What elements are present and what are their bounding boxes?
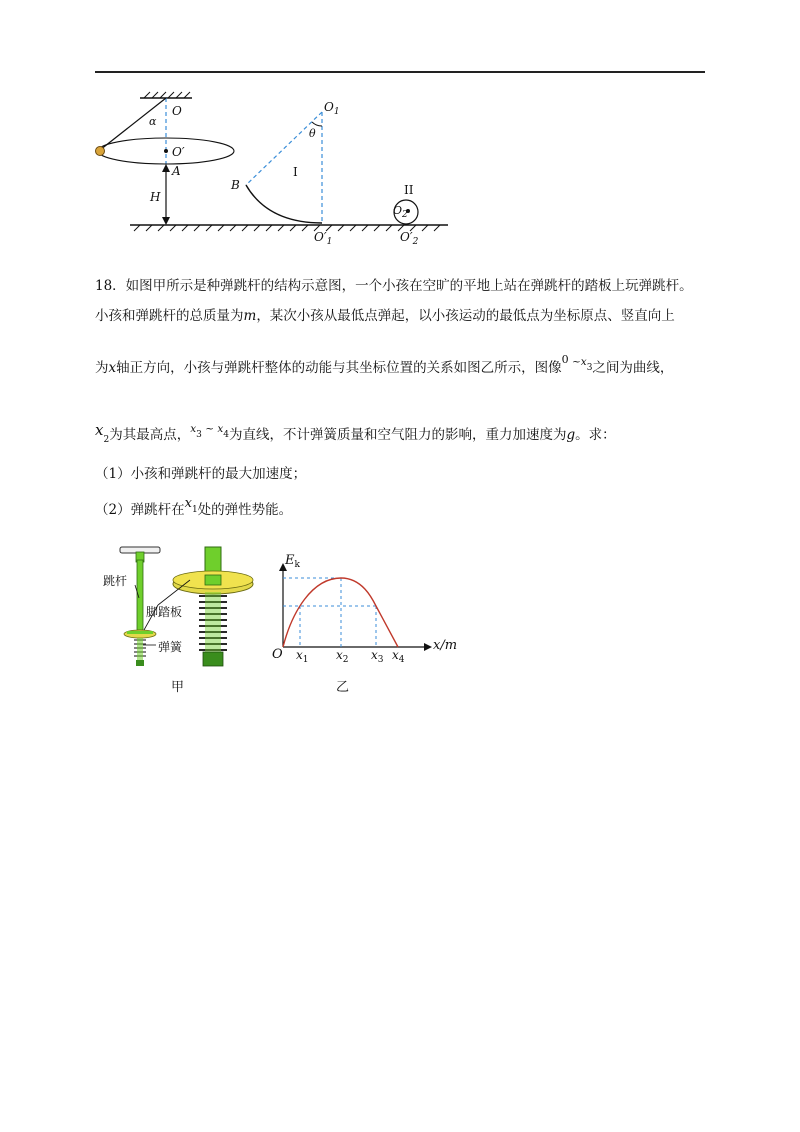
label-region-I: I — [293, 165, 298, 179]
caption-jia: 甲 — [171, 680, 185, 695]
x-axis-label: x/m — [433, 638, 458, 653]
label-region-II: II — [404, 183, 414, 197]
sub-question-1: （1）小孩和弹跳杆的最大加速度； — [95, 466, 307, 482]
question-line-3: 为x轴正方向，小孩与弹跳杆整体的动能与其坐标位置的关系如图乙所示，图像$^0$ $^{\sim x}_3$之间为曲线， — [95, 353, 674, 376]
question-line-2: 小孩和弹跳杆的总质量为m，某次小孩从最低点弹起，以小孩运动的最低点为坐标原点、竖直向上 — [95, 308, 675, 324]
label-H: H — [150, 190, 161, 204]
label-pole: 跳杆 — [103, 574, 128, 588]
label-O1-prime: $O'_1$ — [314, 230, 333, 247]
label-O-prime: O′ — [172, 145, 185, 159]
tick-x3: $x_3$ — [371, 648, 384, 665]
label-O2: $O_2$ — [393, 204, 408, 220]
question-line-1: 18．如图甲所示是种弹跳杆的结构示意图，一个小孩在空旷的平地上站在弹跳杆的踏板上玩弹跳杆。 — [95, 278, 693, 294]
label-pedal: 脚踏板 — [146, 605, 183, 619]
label-O1: $O_1$ — [324, 100, 340, 117]
tick-x4: $x_4$ — [392, 648, 405, 665]
label-O2-prime: $O'_2$ — [400, 230, 419, 247]
label-theta: θ — [309, 127, 316, 140]
label-B: B — [231, 178, 240, 192]
question-line-4: $x_2$为其最高点，$^x_3$ ~ $^x_4$为直线，不计弹簧质量和空气阻力的影响，重力加速度为g。求： — [95, 421, 616, 445]
label-A: A — [172, 164, 181, 178]
sub-question-2: （2）弹跳杆在$x_1$处的弹性势能。 — [95, 496, 293, 518]
caption-yi: 乙 — [336, 680, 350, 695]
label-O: O — [172, 104, 182, 118]
origin-label: O — [272, 647, 283, 662]
tick-x2: $x_2$ — [336, 648, 349, 665]
label-alpha: α — [149, 115, 157, 128]
tick-x1: $x_1$ — [296, 648, 309, 665]
y-axis-label: $E_k$ — [285, 553, 300, 570]
label-spring: 弹簧 — [158, 640, 183, 654]
